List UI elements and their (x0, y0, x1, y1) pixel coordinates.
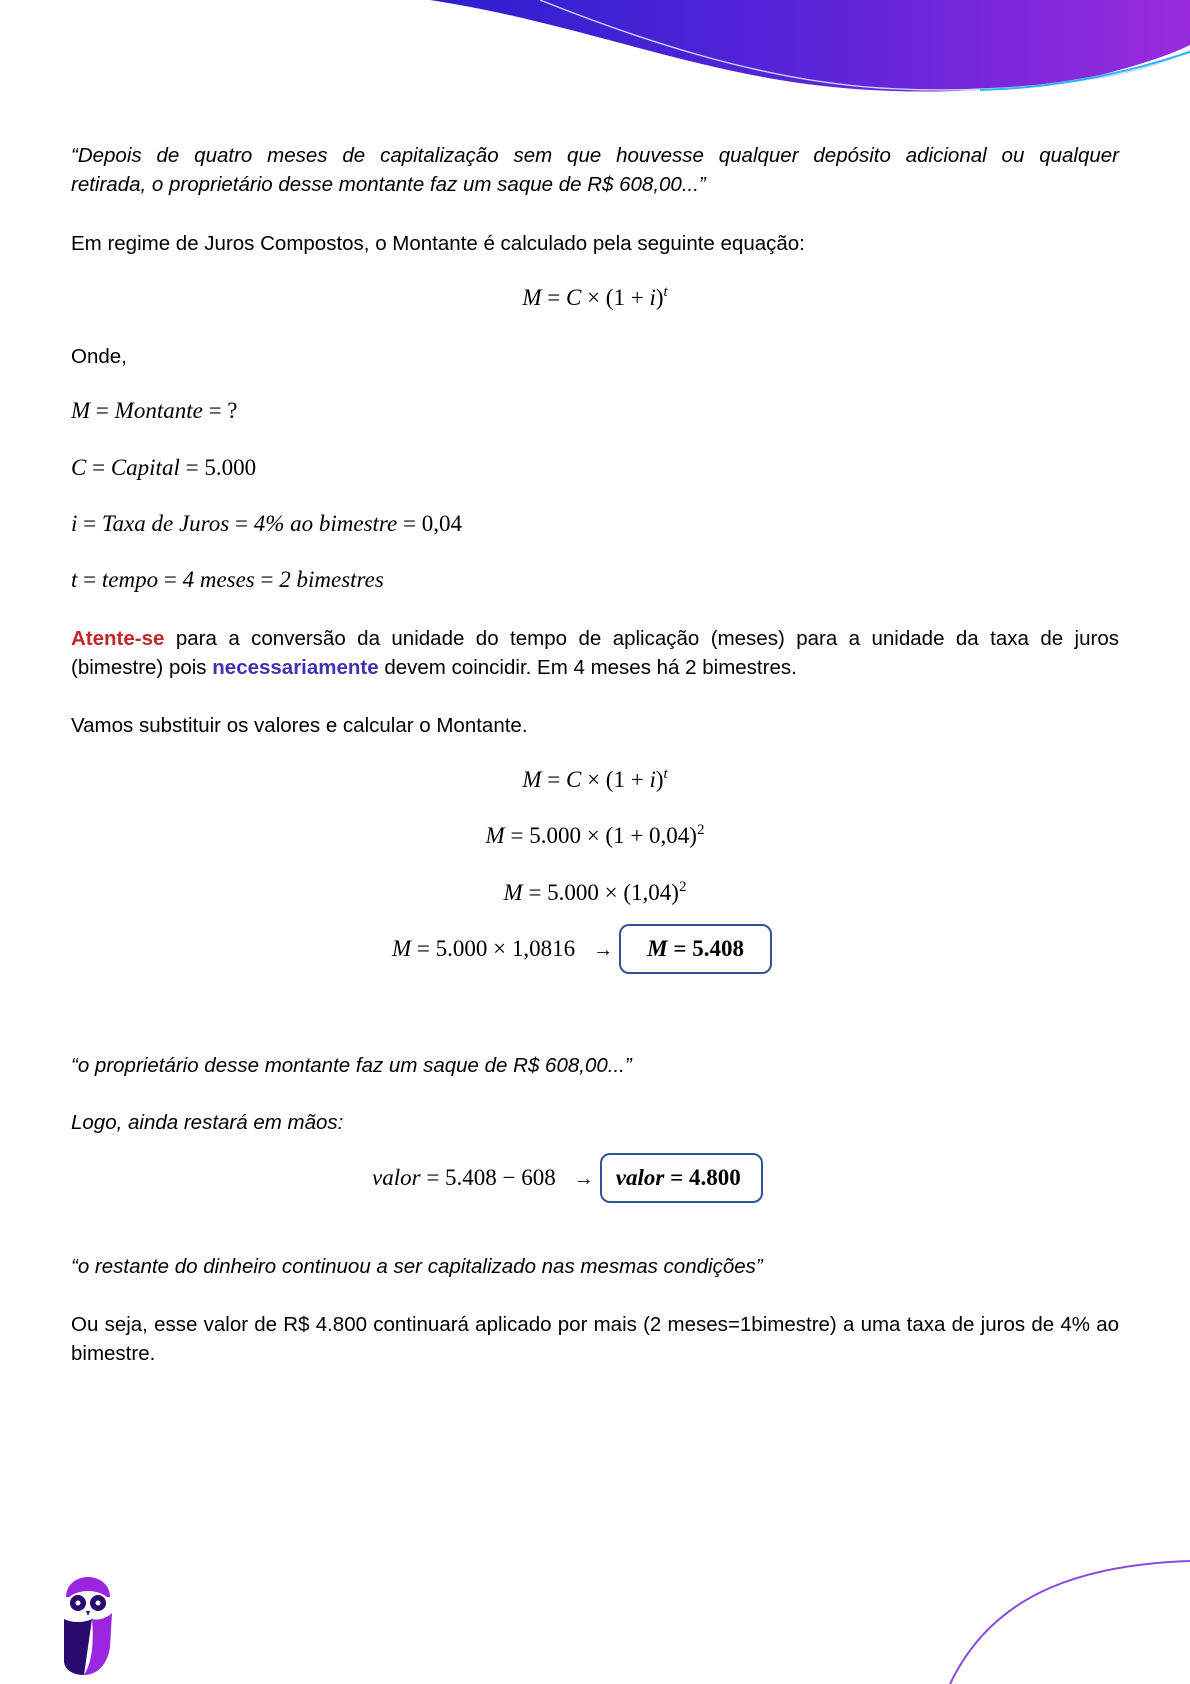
step-var: M (503, 880, 523, 905)
intro-paragraph: Em regime de Juros Compostos, o Montante é calculado pela seguinte equação: (71, 232, 805, 255)
def-var: M (71, 398, 91, 423)
step-2: $M = 5.000 \times (1,04)^2$ (503, 879, 687, 905)
definition-taxa: i = Taxa de Juros = 4% ao bimestre = 0,04 (71, 511, 462, 536)
step-var: M (485, 823, 505, 848)
formula-close: ) (655, 767, 664, 792)
def-mid: 4 meses (182, 567, 255, 592)
formula-i: i (649, 285, 656, 310)
valor-label: valor (372, 1165, 421, 1190)
attention-text-2: devem coincidir. Em 4 meses há 2 bimestres. (378, 656, 797, 679)
step-expr: 5.000 × (1 + 0,04) (529, 823, 697, 848)
quote-paragraph-3: “o restante do dinheiro continuou a ser capitalizado nas mesmas condições” (71, 1255, 763, 1278)
def-value: 5.000 (204, 455, 257, 480)
formula-i: i (649, 767, 656, 792)
definition-capital: C = Capital = 5.000 (71, 455, 257, 480)
attention-text-1: para a conversão da unidade do tempo de aplicação (meses) para a unidade da taxa de juros (bimestre) pois (71, 627, 1119, 679)
def-mid: 4% ao bimestre (253, 511, 398, 536)
formula-c: C (565, 767, 582, 792)
definition-tempo: t = tempo = 4 meses = 2 bimestres (71, 567, 384, 592)
attention-highlight: Atente-se (71, 627, 165, 650)
valor-expr: = 5.408 − 608 (420, 1165, 556, 1190)
arrow-icon: → (573, 1168, 594, 1190)
def-name: tempo (101, 567, 159, 592)
result-label: M (647, 936, 668, 961)
definition-montante: M = Montante = ? (71, 398, 238, 423)
step-expr: 5.000 × (1,04) (547, 880, 679, 905)
step-1: $M = 5.000 \times (1 + 0,04)^2$ (485, 822, 705, 848)
formula-exp: t (663, 284, 668, 300)
def-name: Taxa de Juros (101, 511, 230, 536)
def-value: 0,04 (421, 511, 462, 536)
footer-curve-decoration (900, 1540, 1190, 1684)
def-var: t (71, 567, 78, 592)
formula-eq: = (541, 767, 566, 792)
arrow-icon: → (593, 939, 614, 961)
quote-1-line-1: “Depois de quatro meses de capitalização sem que houvesse qualquer depósito adicional ou qualquer (71, 144, 1119, 167)
result-box-montante: M = 5.408 (619, 924, 772, 974)
formula-c: C (565, 285, 582, 310)
def-name: Montante (114, 398, 203, 423)
def-name: Capital (110, 455, 180, 480)
def-value: 2 bimestres (279, 567, 384, 592)
def-var: C (71, 455, 87, 480)
result-label: valor (615, 1165, 665, 1190)
logo-paragraph: Logo, ainda restará em mãos: (71, 1111, 344, 1134)
owl-logo-icon (62, 1577, 114, 1677)
result-box-valor: valor = 4.800 (600, 1153, 763, 1203)
compound-interest-formula (0, 285, 1190, 311)
def-value: ? (227, 398, 238, 423)
step-exp: 2 (678, 879, 687, 895)
def-var: i (71, 511, 78, 536)
quote-paragraph-1 (71, 141, 1119, 199)
substitute-paragraph: Vamos substituir os valores e calcular o Montante. (71, 714, 528, 737)
result-value: 4.800 (688, 1165, 741, 1190)
step-3: M = 5.000 × 1,0816 → M = 5.408 (392, 924, 772, 974)
formula-m: M (522, 285, 542, 310)
quote-1-line-2: retirada, o proprietário desse montante faz um saque de R$ 608,00...” (71, 173, 706, 196)
formula-times: × (1 + (581, 767, 650, 792)
formula-repeat (0, 767, 1190, 793)
attention-paragraph (71, 624, 1119, 682)
header-wave-decoration (0, 0, 1190, 110)
onde-label: Onde, (71, 345, 127, 368)
step-var: M (392, 936, 412, 961)
formula-eq: = (541, 285, 566, 310)
valor-calculation (372, 1153, 763, 1203)
step-exp: 2 (696, 822, 705, 838)
formula-exp: t (663, 766, 668, 782)
formula-times: × (1 + (581, 285, 650, 310)
result-value: 5.408 (692, 936, 744, 961)
attention-emphasis: necessariamente (212, 656, 379, 679)
formula-close: ) (655, 285, 664, 310)
formula-m: M (522, 767, 542, 792)
quote-paragraph-2: “o proprietário desse montante faz um saque de R$ 608,00...” (71, 1054, 632, 1077)
step-expr: 5.000 × 1,0816 (435, 936, 576, 961)
final-paragraph: Ou seja, esse valor de R$ 4.800 continuará aplicado por mais (2 meses=1bimestre) a uma taxa de juros de 4% ao bimestre. (71, 1313, 1119, 1365)
